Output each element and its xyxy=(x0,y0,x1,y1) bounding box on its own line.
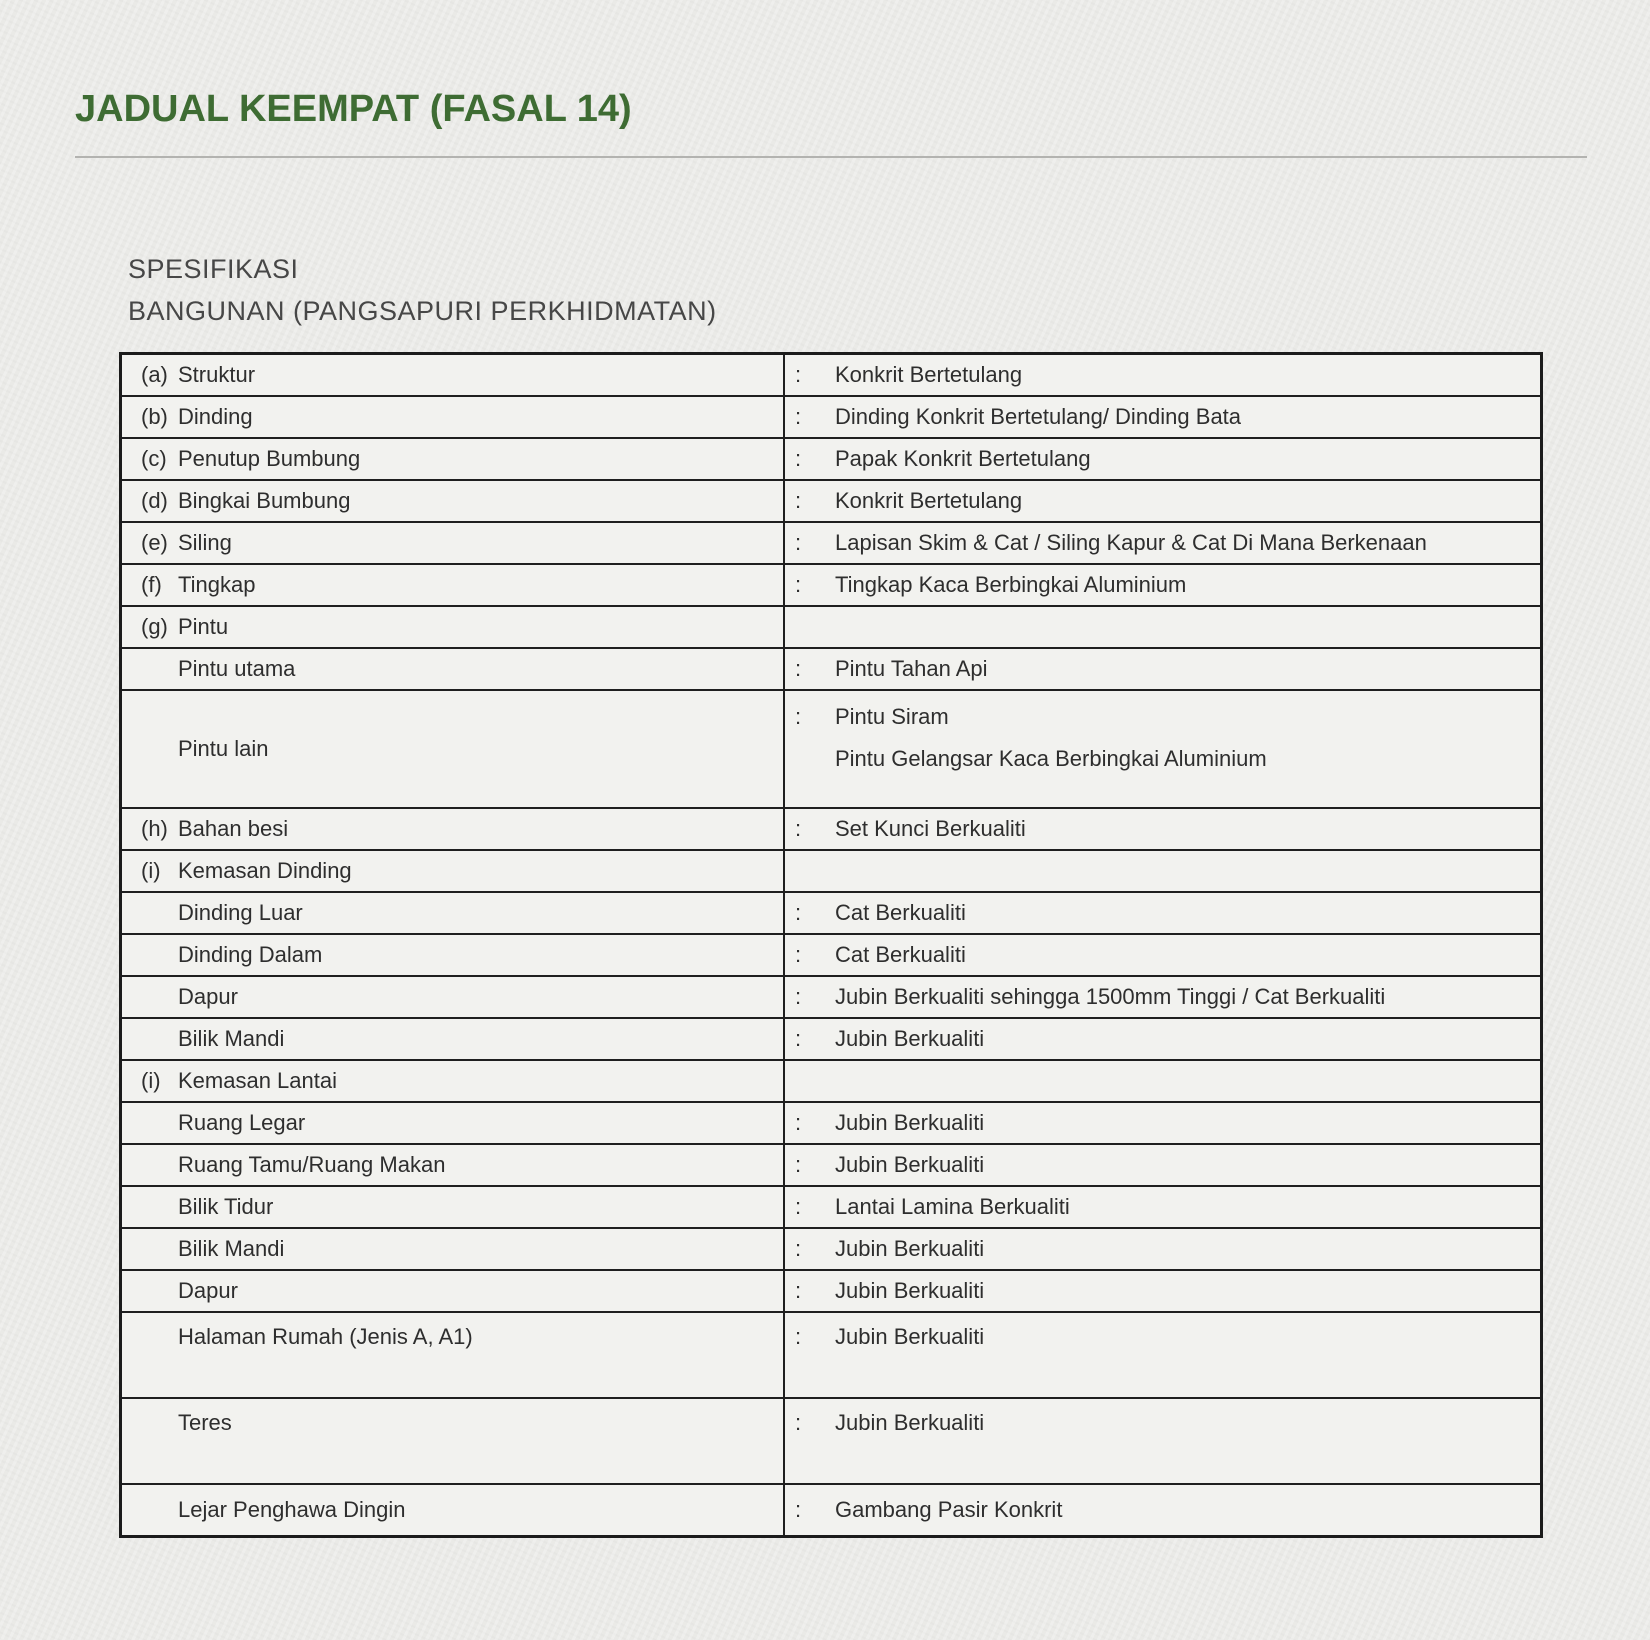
item-cell xyxy=(122,355,785,395)
item-label: Bilik Tidur xyxy=(178,1194,274,1219)
item-label: Dinding Luar xyxy=(178,900,303,925)
value-cell xyxy=(785,649,1540,689)
item-label: Teres xyxy=(178,1410,232,1435)
table-row xyxy=(122,439,1540,481)
value-cell xyxy=(785,935,1540,975)
item-label: Lejar Penghawa Dingin xyxy=(178,1497,406,1522)
table-row xyxy=(122,1061,1540,1103)
table-row xyxy=(122,565,1540,607)
item-value: Jubin Berkualiti sehingga 1500mm Tinggi / Cat Berkualiti xyxy=(835,984,1386,1009)
item-cell xyxy=(122,565,785,605)
value-cell xyxy=(785,1399,1540,1483)
item-label: Ruang Legar xyxy=(178,1110,306,1135)
table-row xyxy=(122,935,1540,977)
colon-separator: : xyxy=(795,530,802,555)
value-cell xyxy=(785,1019,1540,1059)
item-cell xyxy=(122,851,785,891)
item-label: Siling xyxy=(178,530,232,555)
colon-separator: : xyxy=(795,656,802,681)
table-row xyxy=(122,397,1540,439)
item-value: Cat Berkualiti xyxy=(835,942,966,967)
item-letter: (f) xyxy=(141,572,162,597)
colon-separator: : xyxy=(795,942,802,967)
item-cell xyxy=(122,1061,785,1101)
table-row xyxy=(122,691,1540,809)
value-cell xyxy=(785,607,1540,647)
colon-separator: : xyxy=(795,404,802,429)
item-label: Dinding xyxy=(178,404,253,429)
value-cell xyxy=(785,1485,1540,1535)
item-value: Set Kunci Berkualiti xyxy=(835,816,1026,841)
item-cell xyxy=(122,1019,785,1059)
table-row xyxy=(122,809,1540,851)
table-row xyxy=(122,1399,1540,1485)
item-cell xyxy=(122,1399,785,1483)
subtitle-line-1: SPESIFIKASI xyxy=(128,254,299,284)
value-cell xyxy=(785,1229,1540,1269)
item-value: Jubin Berkualiti xyxy=(835,1152,985,1177)
section-subtitle xyxy=(128,248,717,332)
table-row xyxy=(122,977,1540,1019)
item-label: Struktur xyxy=(178,362,256,387)
table-row xyxy=(122,1145,1540,1187)
colon-separator: : xyxy=(795,1194,802,1219)
colon-separator: : xyxy=(795,984,802,1009)
item-value: Lapisan Skim & Cat / Siling Kapur & Cat Di Mana Berkenaan xyxy=(835,530,1427,555)
item-value: Cat Berkualiti xyxy=(835,900,966,925)
item-value: Tingkap Kaca Berbingkai Aluminium xyxy=(835,572,1187,597)
item-label: Ruang Tamu/Ruang Makan xyxy=(178,1152,446,1177)
colon-separator: : xyxy=(795,1497,802,1522)
item-cell xyxy=(122,1271,785,1311)
item-letter: (i) xyxy=(141,858,161,883)
item-label: Pintu xyxy=(178,614,229,639)
item-cell xyxy=(122,1313,785,1397)
value-cell xyxy=(785,977,1540,1017)
table-row xyxy=(122,1229,1540,1271)
colon-separator: : xyxy=(795,362,802,387)
table-row xyxy=(122,1313,1540,1399)
value-cell xyxy=(785,397,1540,437)
value-cell xyxy=(785,1145,1540,1185)
colon-separator: : xyxy=(795,1026,802,1051)
item-cell xyxy=(122,1187,785,1227)
item-cell xyxy=(122,607,785,647)
spec-table xyxy=(119,352,1543,1538)
colon-separator: : xyxy=(795,488,802,513)
item-value: Jubin Berkualiti xyxy=(835,1410,985,1435)
item-label: Penutup Bumbung xyxy=(178,446,361,471)
item-cell xyxy=(122,397,785,437)
table-row xyxy=(122,1271,1540,1313)
item-value: Dinding Konkrit Bertetulang/ Dinding Bata xyxy=(835,404,1242,429)
table-row xyxy=(122,1019,1540,1061)
item-letter: (b) xyxy=(141,404,168,429)
item-letter: (e) xyxy=(141,530,168,555)
item-label: Bingkai Bumbung xyxy=(178,488,351,513)
table-row xyxy=(122,1485,1540,1535)
item-label: Pintu utama xyxy=(178,656,296,681)
value-cell xyxy=(785,1103,1540,1143)
value-cell xyxy=(785,523,1540,563)
item-letter: (h) xyxy=(141,816,168,841)
colon-separator: : xyxy=(795,1324,802,1349)
value-cell xyxy=(785,1187,1540,1227)
item-letter: (a) xyxy=(141,362,168,387)
item-cell xyxy=(122,649,785,689)
item-value: Gambang Pasir Konkrit xyxy=(835,1497,1063,1522)
value-cell xyxy=(785,1061,1540,1101)
item-value: Pintu Gelangsar Kaca Berbingkai Aluminium xyxy=(835,746,1267,771)
page-title: JADUAL KEEMPAT (FASAL 14) xyxy=(75,88,632,130)
item-label: Bahan besi xyxy=(178,816,289,841)
item-value: Pintu Siram xyxy=(835,704,949,729)
table-row xyxy=(122,893,1540,935)
item-letter: (i) xyxy=(141,1068,161,1093)
table-row xyxy=(122,607,1540,649)
table-row xyxy=(122,1187,1540,1229)
value-cell xyxy=(785,481,1540,521)
table-row xyxy=(122,481,1540,523)
value-cell xyxy=(785,809,1540,849)
item-label: Tingkap xyxy=(178,572,256,597)
table-row xyxy=(122,1103,1540,1145)
item-value: Jubin Berkualiti xyxy=(835,1026,985,1051)
title-divider-line xyxy=(75,156,1587,158)
colon-separator: : xyxy=(795,572,802,597)
item-value: Jubin Berkualiti xyxy=(835,1324,985,1349)
value-cell xyxy=(785,851,1540,891)
item-cell xyxy=(122,1485,785,1535)
item-label: Dapur xyxy=(178,984,238,1009)
item-letter: (g) xyxy=(141,614,168,639)
item-label: Pintu lain xyxy=(178,736,269,761)
item-value: Pintu Tahan Api xyxy=(835,656,988,681)
table-row xyxy=(122,355,1540,397)
item-value: Lantai Lamina Berkualiti xyxy=(835,1194,1070,1219)
value-cell xyxy=(785,893,1540,933)
item-label: Halaman Rumah (Jenis A, A1) xyxy=(178,1324,473,1349)
colon-separator: : xyxy=(795,1110,802,1135)
item-cell xyxy=(122,935,785,975)
colon-separator: : xyxy=(795,1236,802,1261)
value-cell xyxy=(785,691,1540,807)
item-cell xyxy=(122,481,785,521)
item-label: Dapur xyxy=(178,1278,238,1303)
colon-separator: : xyxy=(795,1152,802,1177)
value-cell xyxy=(785,439,1540,479)
item-label: Dinding Dalam xyxy=(178,942,323,967)
item-label: Kemasan Dinding xyxy=(178,858,352,883)
item-value: Jubin Berkualiti xyxy=(835,1236,985,1261)
item-cell xyxy=(122,1103,785,1143)
colon-separator: : xyxy=(795,704,802,729)
item-cell xyxy=(122,523,785,563)
item-cell xyxy=(122,439,785,479)
item-cell xyxy=(122,809,785,849)
item-value: Jubin Berkualiti xyxy=(835,1278,985,1303)
item-letter: (c) xyxy=(141,446,167,471)
item-value: Jubin Berkualiti xyxy=(835,1110,985,1135)
item-value: Konkrit Bertetulang xyxy=(835,488,1023,513)
table-row xyxy=(122,649,1540,691)
colon-separator: : xyxy=(795,1278,802,1303)
value-cell xyxy=(785,1313,1540,1397)
value-cell xyxy=(785,355,1540,395)
value-cell xyxy=(785,1271,1540,1311)
item-label: Bilik Mandi xyxy=(178,1026,285,1051)
colon-separator: : xyxy=(795,446,802,471)
item-cell xyxy=(122,893,785,933)
item-label: Bilik Mandi xyxy=(178,1236,285,1261)
item-cell xyxy=(122,977,785,1017)
item-value: Papak Konkrit Bertetulang xyxy=(835,446,1091,471)
colon-separator: : xyxy=(795,816,802,841)
table-row xyxy=(122,851,1540,893)
item-cell xyxy=(122,1229,785,1269)
table-row xyxy=(122,523,1540,565)
item-cell xyxy=(122,1145,785,1185)
colon-separator: : xyxy=(795,1410,802,1435)
item-label: Kemasan Lantai xyxy=(178,1068,337,1093)
item-letter: (d) xyxy=(141,488,168,513)
item-cell xyxy=(122,691,785,807)
subtitle-line-2: BANGUNAN (PANGSAPURI PERKHIDMATAN) xyxy=(128,296,717,326)
item-value: Konkrit Bertetulang xyxy=(835,362,1023,387)
colon-separator: : xyxy=(795,900,802,925)
value-cell xyxy=(785,565,1540,605)
